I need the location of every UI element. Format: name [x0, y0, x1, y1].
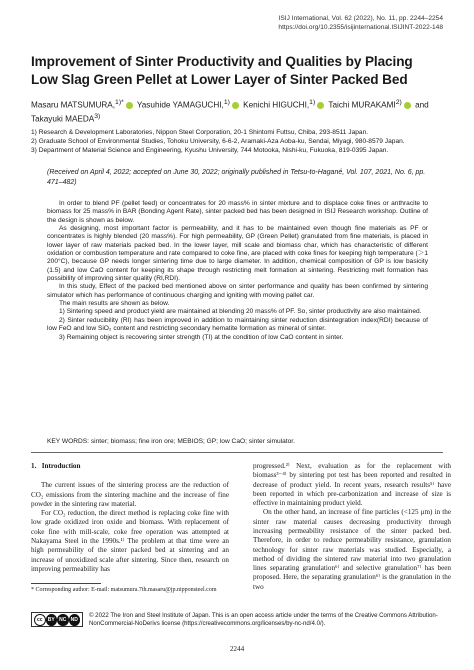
journal-header: [278, 14, 443, 32]
section-title: Introduction: [41, 462, 81, 470]
cc-by-nc-nd-badge[interactable]: [31, 612, 83, 627]
author-affiliation-mark: 1)*: [115, 99, 124, 106]
abstract-finding: 2) Sinter reducibility (RI) has been improved in addition to maintaining sinter reduction disintegration index(RDI) because of low FeO and low SiO₂ content and restricting secondary hematite formation as mineral of sinter.: [47, 316, 428, 333]
page-number: 2244: [229, 645, 245, 653]
journal-doi[interactable]: https://doi.org/10.2355/isijinternational.ISIJINT-2022-148: [278, 24, 443, 31]
affiliation: 3) Department of Material Science and Engineering, Kyushu University, 744 Motooka, Nishi-ku, Fukuoka, 819-0395 Japan.: [31, 147, 389, 154]
affiliation: 1) Research & Development Laboratories, Nippon Steel Corporation, 20-1 Shintomi Futtsu, Chiba, 293-8511 Japan.: [31, 129, 369, 136]
license-text: © 2022 The Iron and Steel Institute of Japan. This is an open access article under the terms of the Creative Commons Attribution-NonCommercial-NoDerivs license (https://creativecommons.org/licenses/by-nc-nd/4.0/).: [89, 612, 438, 627]
author-affiliation-mark: 1): [223, 99, 230, 106]
paper-title: Improvement of Sinter Productivity and Qualities by Placing Low Slag Green Pellet at Lower Layer of Sinter Packed Bed: [31, 54, 413, 87]
author-affiliation-mark: 2): [395, 99, 402, 106]
author-name: and Takayuki MAEDA: [31, 100, 429, 124]
abstract-paragraph: The main results are shown as below.: [59, 300, 170, 308]
body-paragraph: On the other hand, an increase of fine particles (<125 μm) in the sinter raw material causes decreasing productivity through increasing permeability resistance of the sinter packed bed. Therefore, in order to reduce permeability resistance, granulation technology for sinter raw materials was studied. Especially, a method of dividing the sintered raw material into two granulation lines separating granulation⁶⁾ and selective granulation⁷⁾ has been proposed. Here, the separating granulation⁶⁾ is the granulation in the two: [253, 508, 451, 591]
section-heading: [31, 462, 229, 471]
body-paragraph: The current issues of the sintering process are the reduction of CO₂ emissions from the sintering machine and the increase of fine powder in the sintering raw material.: [31, 481, 229, 508]
nd-icon: ND: [69, 614, 81, 626]
orcid-icon[interactable]: [404, 102, 411, 109]
abstract-paragraph: As designing, most important factor is permeability, and it has to be maintained even though fine materials as PF or concentrates is highly blended (20 mass%). For high permeability, GP (Green Pellet) granulated from fine materials, is placed in lower layer of raw materials packed bed. In the lower layer, mill scale and biomass char, which has characteristic of different oxidation or combustion temperature and rate compared to coke fine, are placed with coke fines for keeping high temperature (＞1 200°C), because GP needs longer sintering time due to large diameter. In addition, chemical composition of GP is low basicity (1.5) and low CaO content for keeping its shape through restricting melt formation at sintering. Restricting melt formation has possibility of improving sinter quality (RI,RDI).: [47, 225, 428, 283]
abstract: [47, 200, 428, 342]
affiliation: 2) Graduate School of Environmental Studies, Tohoku University, 6-6-2, Aramaki-Aza Aoba-ku, Sendai, Miyagi, 980-8579 Japan.: [31, 138, 405, 145]
author-name: Yasuhide YAMAGUCHI,: [136, 100, 224, 110]
author-name: Taichi MURAKAMI: [328, 100, 396, 110]
affiliations: [31, 128, 447, 155]
nc-icon: NC: [57, 614, 69, 626]
right-column: [253, 462, 451, 592]
abstract-finding: 1) Sintering speed and product yield are maintained at blending 20 mass% of PF. So, sinter productivity are also maintained.: [59, 308, 422, 316]
journal-citation: ISIJ International, Vol. 62 (2022), No. 11, pp. 2244–2254: [278, 15, 443, 22]
section-number: 1.: [31, 462, 37, 470]
keywords: KEY WORDS: sinter; biomass; fine iron ore; MEBIOS; GP; low CaO; sinter simulator.: [47, 438, 295, 445]
orcid-icon[interactable]: [232, 102, 239, 109]
author-list: [31, 97, 443, 124]
abstract-finding: 3) Remaining object is recovering sinter strength (TI) at the condition of low CaO content in sinter.: [59, 333, 344, 341]
orcid-icon[interactable]: [126, 102, 133, 109]
orcid-icon[interactable]: [317, 102, 324, 109]
author-affiliation-mark: 3): [94, 112, 101, 120]
received-dates: (Received on April 4, 2022; accepted on June 30, 2022; originally published in Tetsu-to-Hagané, Vol. 107, 2021, No. 6, pp. 471–482): [47, 169, 426, 186]
section-divider: [31, 452, 443, 453]
abstract-paragraph: In order to blend PF (pellet feed) or concentrates for 20 mass% in sinter mixture and to displace coke fines or anthracite to biomass for 25 mass% in BAR (Bonding Agent Rate), sinter packed bed has been designed in ISIJ Research workshop. Outline of the design is shown as below.: [47, 200, 428, 224]
author-affiliation-mark: 1): [309, 99, 316, 106]
abstract-paragraph: In this study, Effect of the packed bed mentioned above on sinter performance and quality has been confirmed by sintering simulator which has performance of continuous charging and igniting with moving pallet car.: [47, 283, 428, 299]
body-paragraph: For CO₂ reduction, the direct method is replacing coke fine with low grade oxidized iron oxide and biomass. With replacement of coke fine with mill-scale, coke free operation was attempted at Nakayama Steel in the 1990s.¹⁾ The problem at that time were an high permeability of the sinter packed bed at sintering and an increase of unoxidized scale after sintering. Since then, research on improving permeability has: [31, 509, 229, 573]
cc-icon: cc: [34, 614, 46, 626]
left-column: [31, 462, 229, 574]
body-paragraph: progressed.²⁾ Next, evaluation as for the replacement with biomass³⁻⁴⁾ by sintering pot test has been reported and resulted in decrease of product yield. In recent years, research results⁵⁾ have been reported in which pre-carbonization and increase of size is effective in maintaining product yield.: [253, 462, 451, 508]
author-name: Kenichi HIGUCHI,: [243, 100, 310, 110]
footnote-rule: [31, 583, 101, 584]
author-name: Masaru MATSUMURA,: [31, 100, 116, 110]
corresponding-author-footnote: * Corresponding author: E-mail: matsumura.7th.masaru@jp.nipponsteel.com: [31, 587, 217, 593]
by-icon: BY: [46, 614, 58, 626]
